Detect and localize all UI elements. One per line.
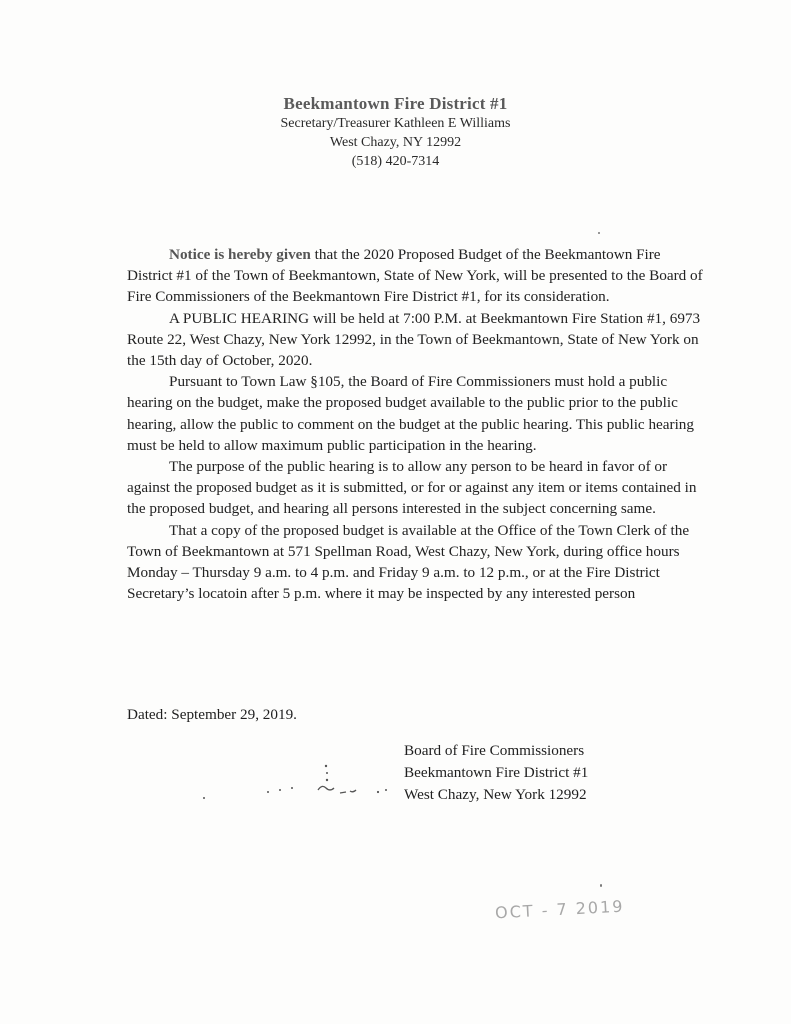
notice-paragraph-1-text: that the 2020 Proposed Budget of the Beekmantown Fire District #1 of the Town of Beekmantown, State of New York, will be presented to the Board of Fire Commissioners of the Beekmantown Fire District #1, for its consideration. bbox=[127, 246, 703, 306]
notice-paragraph-5: That a copy of the proposed budget is available at the Office of the Town Clerk of the Town of Beekmantown at 571 Spellman Road, West Chazy, New York, during office hours Monday – Thursday 9 a.m. to 4 p.m. and Friday 9 a.m. to 12 p.m., or at the Fire District Secretary’s locatoin after 5 p.m. where it may be inspected by any interested person bbox=[127, 521, 690, 603]
notice-paragraph-1 bbox=[127, 244, 707, 308]
signature-line-2: Beekmantown Fire District #1 bbox=[404, 764, 589, 781]
scan-speck bbox=[598, 232, 600, 234]
letterhead-officer: Secretary/Treasurer Kathleen E Williams bbox=[280, 116, 511, 131]
notice-body bbox=[127, 244, 707, 604]
notice-paragraph-2: A PUBLIC HEARING will be held at 7:00 P.M. at Beekmantown Fire Station #1, 6973 Route 22, West Chazy, New York 12992, in the Town of Beekmantown, State of New York on the 15th day of October, 2020. bbox=[127, 309, 701, 370]
letterhead bbox=[0, 94, 791, 171]
scan-speck bbox=[600, 884, 602, 887]
letterhead-city: West Chazy, NY 12992 bbox=[329, 135, 462, 150]
signature-block bbox=[404, 740, 588, 806]
signature-scribble-icon bbox=[200, 760, 410, 804]
signature-line-3: West Chazy, New York 12992 bbox=[404, 786, 587, 803]
notice-paragraph-4: The purpose of the public hearing is to allow any person to be heard in favor of or against the proposed budget as it is submitted, or for or against any item or items contained in the proposed budget, and hearing all persons interested in the subject concerning same. bbox=[127, 458, 697, 518]
dated-line: Dated: September 29, 2019. bbox=[127, 706, 297, 723]
letterhead-phone: (518) 420-7314 bbox=[351, 154, 440, 169]
notice-paragraph-3: Pursuant to Town Law §105, the Board of Fire Commissioners must hold a public hearing on the budget, make the proposed budget available to the public prior to the public hearing, allow the public to comment on the budget at the public hearing. This public hearing must be held to allow maximum public participation in the hearing. bbox=[127, 373, 694, 454]
signature-line-1: Board of Fire Commissioners bbox=[404, 742, 585, 759]
received-date-stamp: OCT - 7 2019 bbox=[494, 896, 625, 923]
letterhead-title: Beekmantown Fire District #1 bbox=[283, 94, 508, 113]
notice-lead: Notice is hereby given bbox=[169, 246, 311, 263]
